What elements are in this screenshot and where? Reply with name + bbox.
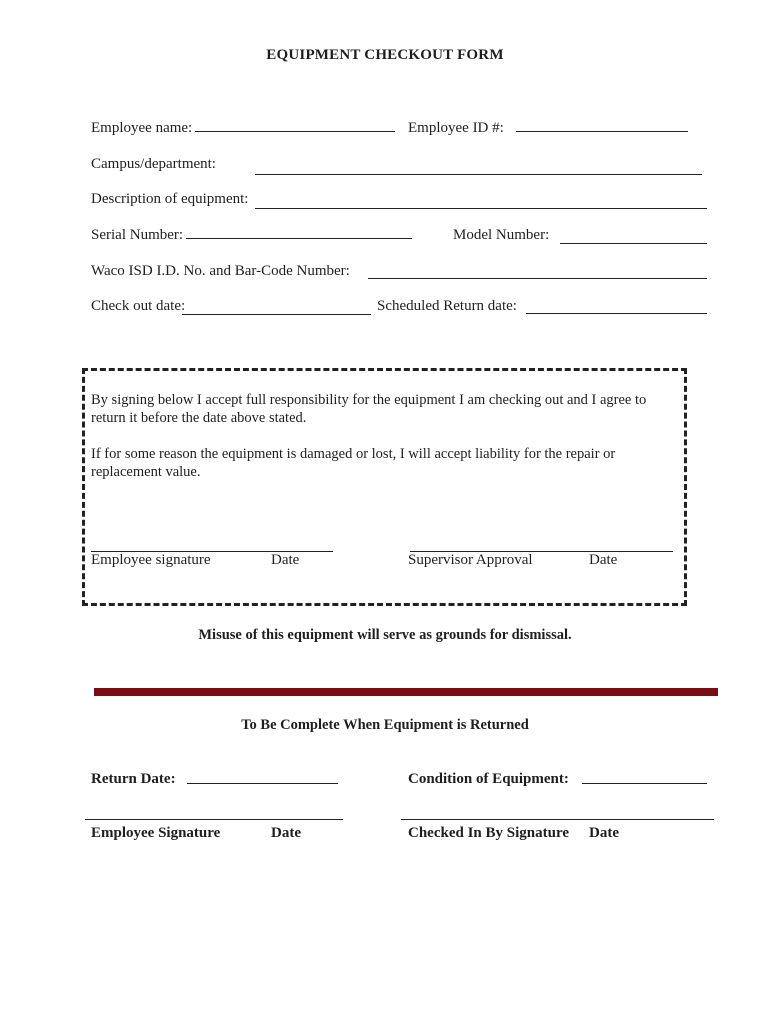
checked-in-signature-line[interactable] xyxy=(401,819,714,820)
employee-date-label: Date xyxy=(271,552,300,568)
section-divider xyxy=(94,688,718,696)
checked-in-by-label: Checked In By Signature xyxy=(408,825,570,841)
serial-number-label: Serial Number: xyxy=(91,227,184,243)
employee-id-label: Employee ID #: xyxy=(408,120,504,136)
model-number-field[interactable] xyxy=(560,243,707,244)
agreement-paragraph-1: By signing below I accept full responsibility for the equipment I am checking out and I agree to return it before the date above stated. xyxy=(91,392,647,426)
return-date-field[interactable] xyxy=(187,783,338,784)
checked-in-date-label: Date xyxy=(589,825,619,841)
condition-label: Condition of Equipment: xyxy=(408,771,569,787)
employee-name-field[interactable] xyxy=(195,131,395,132)
waco-isd-label: Waco ISD I.D. No. and Bar-Code Number: xyxy=(91,263,350,279)
return-employee-signature-label: Employee Signature xyxy=(91,825,221,841)
form-title: EQUIPMENT CHECKOUT FORM xyxy=(266,47,504,63)
agreement-paragraph-2: If for some reason the equipment is damaged or lost, I will accept liability for the repair or replacement value. xyxy=(91,446,616,480)
return-employee-date-label: Date xyxy=(271,825,301,841)
model-number-label: Model Number: xyxy=(453,227,550,243)
dismissal-warning: Misuse of this equipment will serve as grounds for dismissal. xyxy=(198,627,572,643)
check-out-date-label: Check out date: xyxy=(91,298,186,314)
return-employee-signature-line[interactable] xyxy=(85,819,343,820)
scheduled-return-label: Scheduled Return date: xyxy=(377,298,517,314)
return-section-heading: To Be Complete When Equipment is Returned xyxy=(241,717,529,733)
serial-number-field[interactable] xyxy=(186,238,412,239)
employee-signature-label: Employee signature xyxy=(91,552,211,568)
condition-field[interactable] xyxy=(582,783,707,784)
waco-isd-field[interactable] xyxy=(368,278,707,279)
return-date-label: Return Date: xyxy=(91,771,176,787)
employee-id-field[interactable] xyxy=(516,131,688,132)
description-field[interactable] xyxy=(255,208,707,209)
campus-department-field[interactable] xyxy=(255,174,702,175)
supervisor-approval-label: Supervisor Approval xyxy=(408,552,533,568)
campus-department-label: Campus/department: xyxy=(91,156,216,172)
supervisor-date-label: Date xyxy=(589,552,618,568)
employee-name-label: Employee name: xyxy=(91,120,193,136)
description-label: Description of equipment: xyxy=(91,191,249,207)
scheduled-return-field[interactable] xyxy=(526,313,707,314)
check-out-date-field[interactable] xyxy=(182,314,371,315)
